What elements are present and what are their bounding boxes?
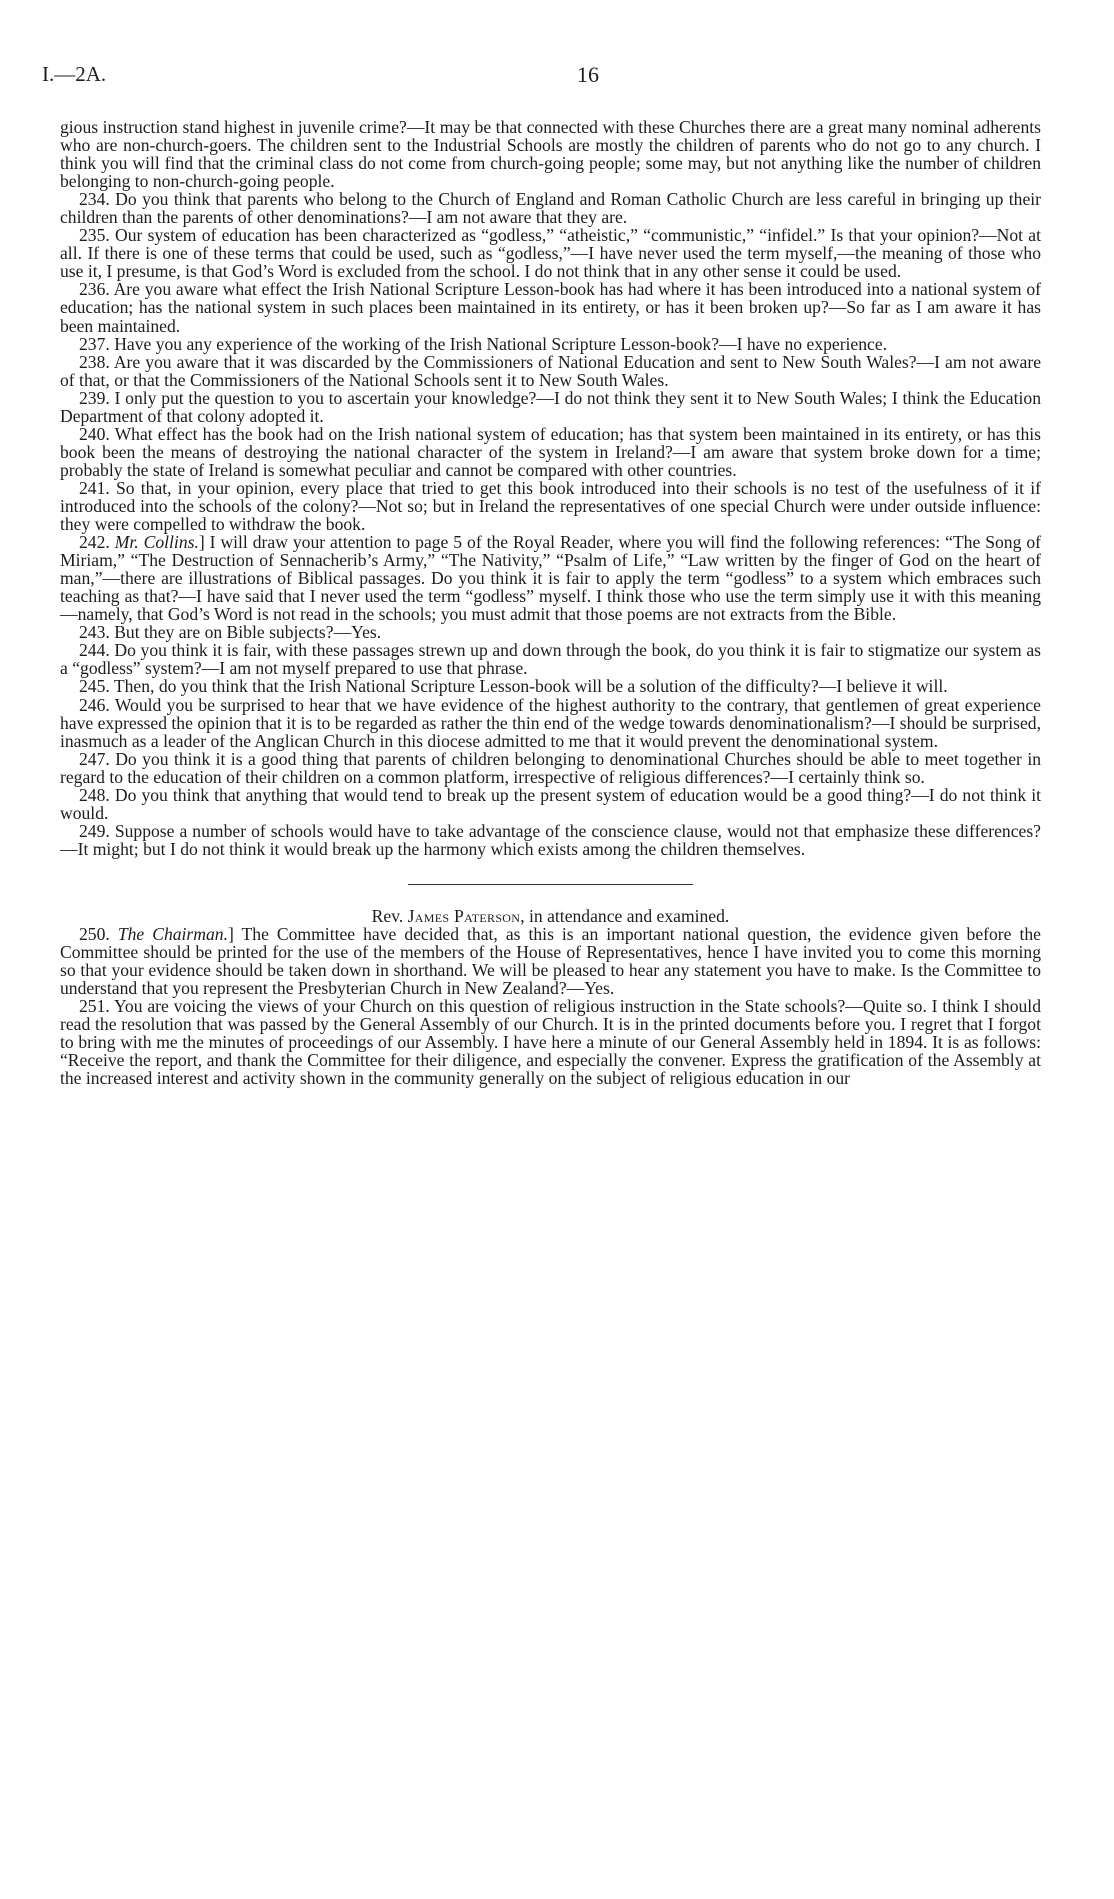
- paragraph-number: 242.: [79, 532, 110, 553]
- evidence-paragraph: 249. Suppose a number of schools would have to take advantage of the conscience clause, would not that emphasize these differences?—It might; but I do not think it would break up the harmony which exists among the children themselves.: [60, 820, 1041, 859]
- paragraph-text: ] The Committee have decided that, as this is an important national question, the evidence given before the Committee should be printed for the use of the members of the House of Representatives, hence I have invited you to come this morning so that your evidence should be taken down in shorthand. We will be pleased to hear any statement you have to make. Is the Committee to understand that you represent the Presbyterian Church in New Zealand?—Yes.: [60, 923, 1041, 999]
- page-number: 16: [577, 62, 599, 87]
- witness-name: James Paterson: [407, 905, 521, 926]
- evidence-paragraph: 237. Have you any experience of the working of the Irish National Scripture Lesson-book?—I have no experience.: [79, 333, 888, 354]
- speaker-name: Mr. Collins.: [114, 532, 199, 553]
- witness-suffix: , in attendance and examined.: [520, 905, 730, 926]
- evidence-section-1: [60, 118, 1041, 533]
- witness-heading: [60, 907, 1041, 925]
- document-reference: I.—2A.: [42, 62, 107, 86]
- evidence-paragraph-242: [60, 533, 1041, 623]
- evidence-paragraph: 235. Our system of education has been characterized as “godless,” “atheistic,” “communistic,” “infidel.” Is that your opinion?—Not at all. If there is one of these terms that could be used, such as “godless,”—I have never used the term myself,—the meaning of those who use it, I presume, is that God’s Word is excluded from the school. I do not think that in any other sense it could be used.: [60, 225, 1041, 282]
- evidence-section-3: [60, 997, 1041, 1087]
- evidence-paragraph: 240. What effect has the book had on the Irish national system of education; has that system been maintained in its entirety, or has this book been the means of destroying the national character of the system in Ireland?—I am aware that system broke down for a time; probably the state of Ireland is somewhat peculiar and cannot be compared with other countries.: [60, 423, 1041, 480]
- evidence-section-2: [60, 623, 1041, 858]
- evidence-paragraph: 244. Do you think it is fair, with these passages strewn up and down through the book, do you think it is fair to stigmatize our system as a “godless” system?—I am not myself prepared to use that phrase.: [60, 640, 1041, 679]
- page-header: [42, 62, 1042, 92]
- paragraph-text: ] I will draw your attention to page 5 of the Royal Reader, where you will find the following references: “The Song of Miriam,” “The Destruction of Sennacherib’s Army,” “The Nativity,” “Psalm of Life,” “Law written by the finger of God on the heart of man,”—there are illustrations of Biblical passages. Do you think it is fair to apply the term “godless” to a system which embraces such teaching as that?—I have said that I never used the term “godless” myself. I think those who use the term simply use it with this meaning—namely, that God’s Word is not read in the schools; you must admit that those poems are not extracts from the Bible.: [60, 532, 1041, 625]
- evidence-paragraph: 236. Are you aware what effect the Irish National Scripture Lesson-book has had where it has been introduced into a national system of education; has the national system in such places been maintained in its entirety, or has it been broken up?—So far as I am aware it has been maintained.: [60, 279, 1041, 336]
- evidence-paragraph-250: [60, 925, 1041, 997]
- evidence-paragraph: 247. Do you think it is a good thing that parents of children belonging to denominational Churches should be able to meet together in regard to the education of their children on a common platform, irrespective of religious differences?—I certainly think so.: [60, 748, 1041, 787]
- evidence-paragraph: 251. You are voicing the views of your Church on this question of religious instruction in the State schools?—Quite so. I think I should read the resolution that was passed by the General Assembly of our Church. It is in the printed documents before you. I regret that I forgot to bring with me the minutes of proceedings of our Assembly. I have here a minute of our General Assembly held in 1894. It is as follows: “Receive the report, and thank the Committee for their diligence, and especially the convener. Express the gratification of the Assembly at the increased interest and activity shown in the community generally on the subject of religious education in our: [60, 996, 1041, 1089]
- evidence-paragraph: 234. Do you think that parents who belong to the Church of England and Roman Catholic Church are less careful in bringing up their children than the parents of other denominations?—I am not aware that they are.: [60, 189, 1041, 228]
- evidence-paragraph: 238. Are you aware that it was discarded by the Commissioners of National Education and sent to New South Wales?—I am not aware of that, or that the Commissioners of the National Schools sent it to New South Wales.: [60, 351, 1041, 390]
- paragraph-number: 250.: [79, 923, 110, 944]
- evidence-paragraph: 243. But they are on Bible subjects?—Yes.: [79, 622, 382, 643]
- body-text: [60, 118, 1041, 1087]
- evidence-paragraph: 239. I only put the question to you to ascertain your knowledge?—I do not think they sent it to New South Wales; I think the Education Department of that colony adopted it.: [60, 387, 1041, 426]
- evidence-paragraph: 241. So that, in your opinion, every place that tried to get this book introduced into their schools is no test of the usefulness of it if introduced into the schools of the colony?—Not so; but in Ireland the representatives of one special Church were under outside influence: they were compelled to withdraw the book.: [60, 477, 1041, 535]
- evidence-paragraph: 248. Do you think that anything that would tend to break up the present system of education would be a good thing?—I do not think it would.: [60, 784, 1041, 823]
- section-divider: [408, 884, 693, 885]
- witness-prefix: Rev.: [371, 905, 408, 926]
- evidence-paragraph: gious instruction stand highest in juvenile crime?—It may be that connected with these Churches there are a great many nominal adherents who are non-church-goers. The children sent to the Industrial Schools are mostly the children of parents who do not go to any church. I think you will find that the criminal class do not come from church-going people; some may, but not anything like the number of children belonging to non-church-going people.: [60, 117, 1041, 192]
- evidence-paragraph: 245. Then, do you think that the Irish National Scripture Lesson-book will be a solution of the difficulty?—I believe it will.: [79, 676, 948, 697]
- evidence-paragraph: 246. Would you be surprised to hear that we have evidence of the highest authority to the contrary, that gentlemen of great experience have expressed the opinion that it is to be regarded as rather the thin end of the wedge towards denominationalism?—I should be surprised, inasmuch as a leader of the Anglican Church in this diocese admitted to me that it would prevent the denominational system.: [60, 694, 1041, 751]
- speaker-name: The Chairman.: [117, 923, 228, 944]
